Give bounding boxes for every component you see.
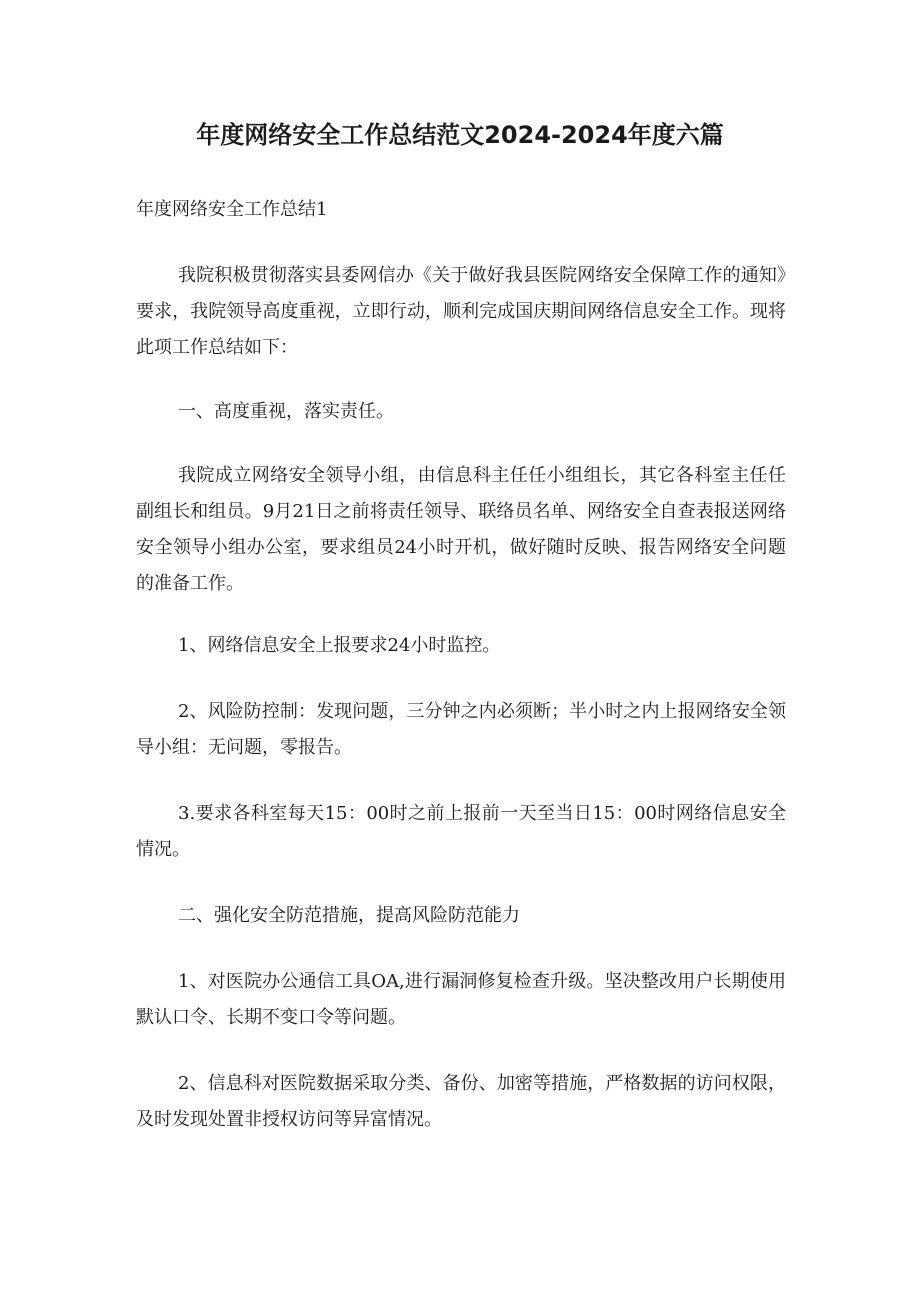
- paragraph-item-2: 2、风险防控制：发现问题，三分钟之内必须断；半小时之内上报网络安全领导小组：无问题，零报告。: [136, 701, 786, 758]
- paragraph-item-1: 1、网络信息安全上报要求24小时监控。: [178, 635, 501, 656]
- paragraph-heading-1: 一、高度重视，落实责任。: [178, 401, 394, 422]
- paragraph-intro: 我院积极贯彻落实县委网信办《关于做好我县医院网络安全保障工作的通知》要求，我院领导高度重视，立即行动，顺利完成国庆期间网络信息安全工作。现将此项工作总结如下：: [136, 265, 786, 358]
- paragraph-item-3: 3.要求各科室每天15：00时之前上报前一天至当日15：00时网络信息安全情况。: [136, 803, 786, 860]
- paragraph-measure-1: 1、对医院办公通信工具OA,进行漏洞修复检查升级。坚决整改用户长期使用默认口令、长期不变口令等问题。: [136, 971, 786, 1028]
- paragraph-measure-2: 2、信息科对医院数据采取分类、备份、加密等措施，严格数据的访问权限，及时发现处置非授权访问等异富情况。: [136, 1073, 786, 1130]
- paragraph-heading-2: 二、强化安全防范措施，提高风险防范能力: [178, 905, 520, 926]
- section-heading: 年度网络安全工作总结1: [136, 199, 328, 220]
- document-title: 年度网络安全工作总结范文2024-2024年度六篇: [196, 121, 724, 149]
- paragraph-leadership: 我院成立网络安全领导小组，由信息科主任任小组组长，其它各科室主任任副组长和组员。9月21日之前将责任领导、联络员名单、网络安全自查表报送网络安全领导小组办公室，要求组员24小时开机，做好随时反映、报告网络安全问题的准备工作。: [136, 465, 786, 594]
